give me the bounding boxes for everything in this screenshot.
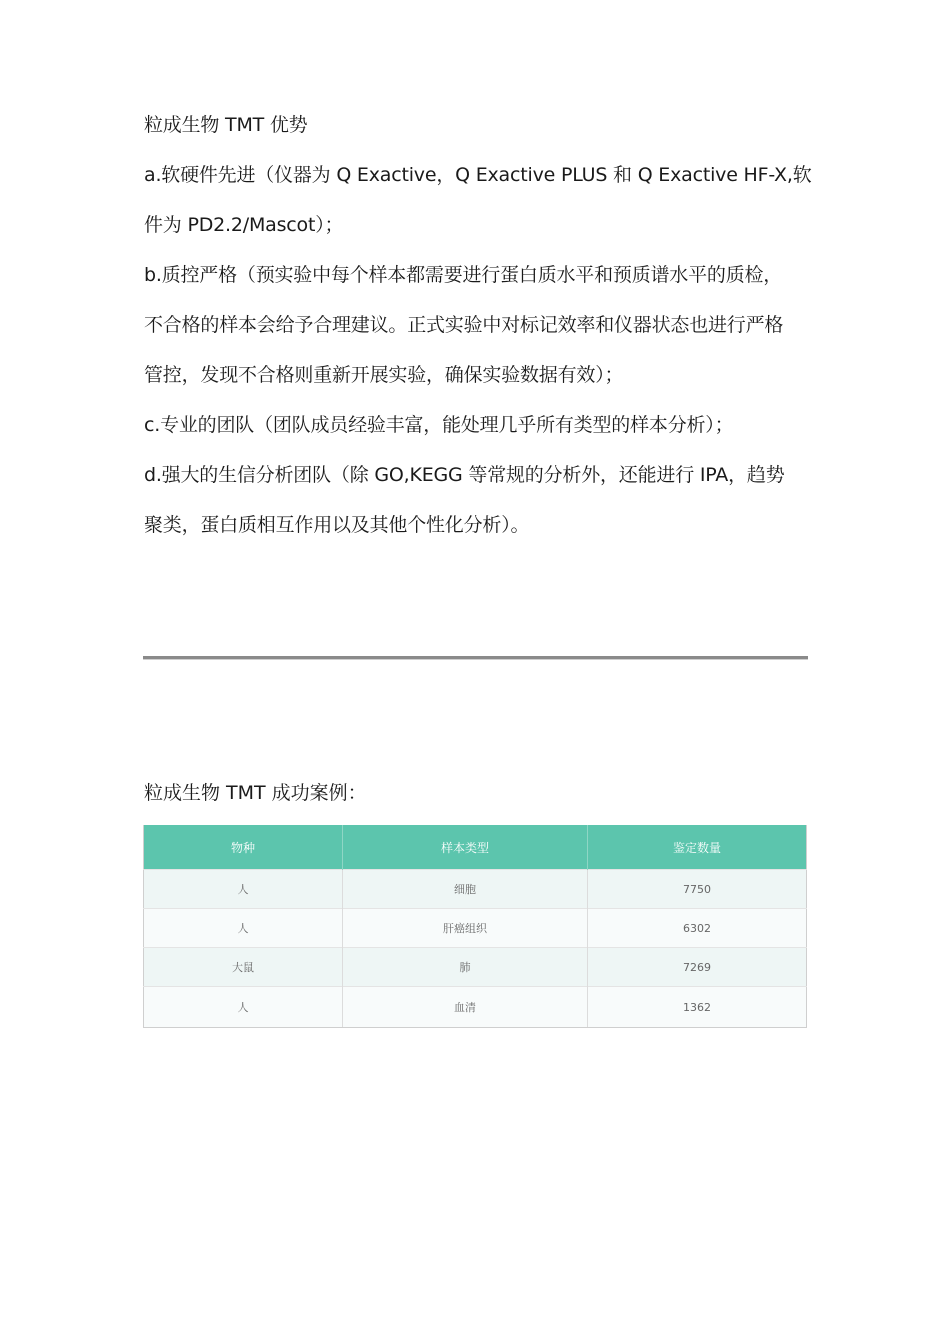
advantage-b-line-3: 管控，发现不合格则重新开展实验，确保实验数据有效）； bbox=[144, 364, 624, 386]
cell-species: 大鼠 bbox=[144, 948, 343, 987]
section-divider bbox=[143, 656, 808, 660]
cell-identified-count: 7750 bbox=[588, 870, 807, 909]
cell-species: 人 bbox=[144, 909, 343, 948]
advantages-section bbox=[144, 100, 812, 550]
cell-identified-count: 7269 bbox=[588, 948, 807, 987]
table-row bbox=[144, 948, 807, 987]
cell-species: 人 bbox=[144, 870, 343, 909]
advantage-a-line-2: 件为 PD2.2/Mascot）； bbox=[144, 214, 344, 236]
cell-species: 人 bbox=[144, 987, 343, 1028]
advantage-a-line-1: a.软硬件先进（仪器为 Q Exactive，Q Exactive PLUS 和 Q Exactive HF-X,软 bbox=[144, 164, 812, 186]
advantages-title: 粒成生物 TMT 优势 bbox=[144, 114, 308, 136]
cell-identified-count: 6302 bbox=[588, 909, 807, 948]
advantage-d-line-2: 聚类，蛋白质相互作用以及其他个性化分析）。 bbox=[144, 514, 530, 536]
header-sample-type: 样本类型 bbox=[343, 825, 588, 870]
table-header-row bbox=[144, 825, 807, 870]
advantage-b-line-2: 不合格的样本会给予合理建议。正式实验中对标记效率和仪器状态也进行严格 bbox=[144, 314, 784, 336]
cases-title: 粒成生物 TMT 成功案例： bbox=[144, 782, 367, 804]
cell-identified-count: 1362 bbox=[588, 987, 807, 1028]
advantage-d-line-1: d.强大的生信分析团队（除 GO,KEGG 等常规的分析外，还能进行 IPA，趋势 bbox=[144, 464, 785, 486]
advantage-b-line-1: b.质控严格（预实验中每个样本都需要进行蛋白质水平和预质谱水平的质检， bbox=[144, 264, 783, 286]
cell-sample-type: 肝癌组织 bbox=[343, 909, 588, 948]
header-species: 物种 bbox=[144, 825, 343, 870]
advantage-c-line-1: c.专业的团队（团队成员经验丰富，能处理几乎所有类型的样本分析）； bbox=[144, 414, 734, 436]
cell-sample-type: 血清 bbox=[343, 987, 588, 1028]
table-row bbox=[144, 987, 807, 1028]
table-row bbox=[144, 909, 807, 948]
table-row bbox=[144, 870, 807, 909]
header-identified-count: 鉴定数量 bbox=[588, 825, 807, 870]
cases-table bbox=[143, 825, 807, 1028]
cell-sample-type: 肺 bbox=[343, 948, 588, 987]
cell-sample-type: 细胞 bbox=[343, 870, 588, 909]
